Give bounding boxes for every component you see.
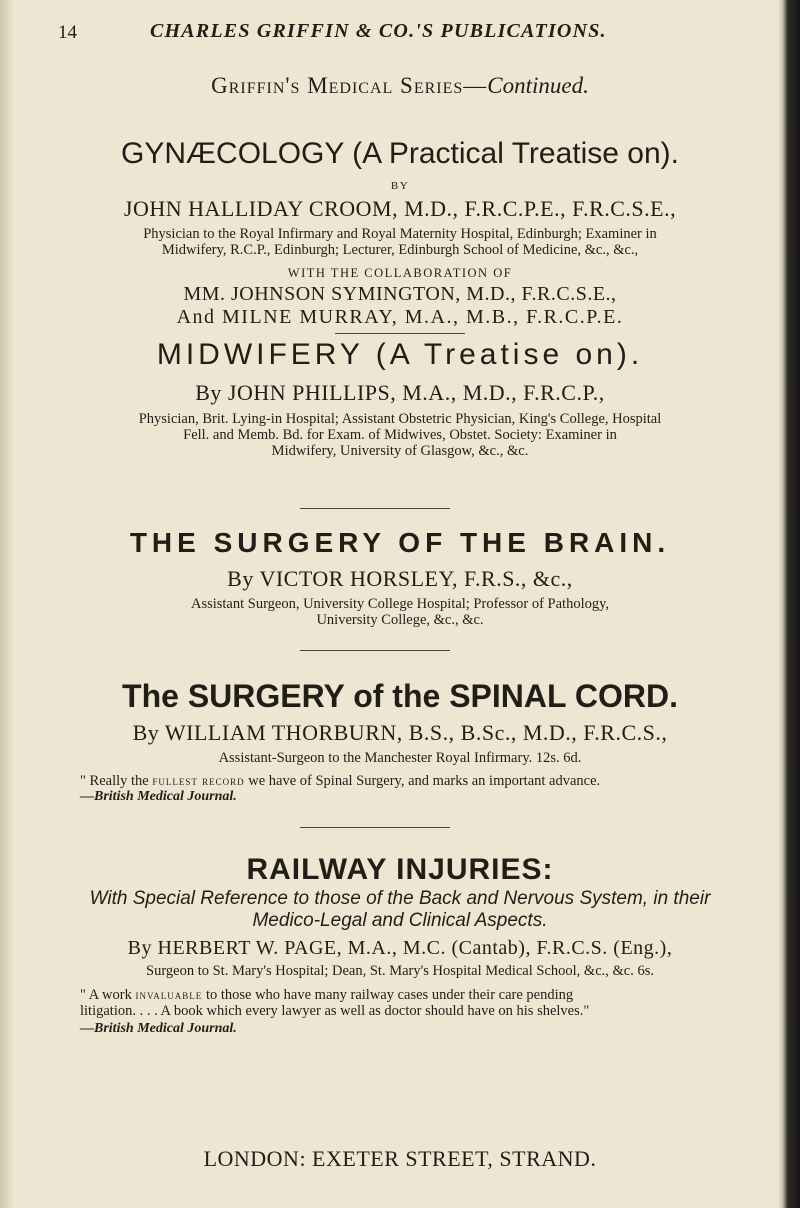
- book-title-brain-surgery: THE SURGERY OF THE BRAIN.: [129, 527, 671, 558]
- quote-text: we have of Spinal Surgery, and marks an important advance.: [248, 773, 601, 789]
- author-desc-line: [50, 963, 750, 979]
- author-desc-line: Physician, Brit. Lying-in Hospital; Assistant Obstetric Physician, King's College, Hospital: [138, 411, 662, 427]
- divider-rule: [335, 333, 465, 334]
- author-thorburn: By WILLIAM THORBURN, B.S., B.Sc., M.D., F.R.C.S.,: [132, 720, 668, 745]
- author-desc-line: University College, &c., &c.: [316, 612, 484, 628]
- book-subtitle-line: With Special Reference to those of the Back and Nervous System, in their: [89, 888, 711, 909]
- author-desc-text: Assistant-Surgeon to the Manchester Royal Infirmary.: [218, 750, 533, 766]
- quote-text: " Really the: [80, 773, 149, 789]
- book-binding-edge: [778, 0, 800, 1208]
- author-page: By HERBERT W. PAGE, M.A., M.C. (Cantab), F.R.C.S. (Eng.),: [127, 937, 673, 959]
- series-continued: Continued.: [487, 73, 589, 98]
- quote-emphasis: fullest record: [152, 773, 245, 788]
- book-subtitle-line: Medico-Legal and Clinical Aspects.: [252, 910, 548, 931]
- page-edge-shadow: [0, 0, 14, 1208]
- quote-source: —British Medical Journal.: [80, 1021, 237, 1036]
- divider-rule: [300, 508, 450, 509]
- book-title-spinal-surgery: The SURGERY of the SPINAL CORD.: [122, 678, 678, 714]
- collaborator-symington: MM. JOHNSON SYMINGTON, M.D., F.R.C.S.E.,: [183, 283, 617, 305]
- author-desc-line: Assistant Surgeon, University College Hospital; Professor of Pathology,: [190, 596, 610, 612]
- author-horsley: By VICTOR HORSLEY, F.R.S., &c.,: [227, 566, 573, 591]
- series-name: Griffin's Medical Series: [211, 73, 464, 98]
- author-desc-line: Fell. and Memb. Bd. for Exam. of Midwives, Obstet. Society: Examiner in: [183, 427, 617, 443]
- author-desc-line: Physician to the Royal Infirmary and Royal Maternity Hospital, Edinburgh; Examiner in: [143, 226, 657, 242]
- price: 12s. 6d.: [535, 750, 582, 766]
- book-title-railway-injuries: RAILWAY INJURIES:: [246, 853, 554, 886]
- quote-emphasis: invaluable: [135, 987, 203, 1002]
- book-title-gynaecology: GYNÆCOLOGY (A Practical Treatise on).: [121, 137, 679, 170]
- quote-source: —British Medical Journal.: [80, 789, 237, 804]
- review-quote: [80, 772, 740, 790]
- review-quote-line: litigation. . . . A book which every lawyer as well as doctor should have on his shelves.": [80, 1003, 590, 1019]
- author-desc-line: [50, 750, 750, 766]
- publisher-footer: LONDON: EXETER STREET, STRAND.: [203, 1146, 597, 1171]
- collaborator-murray: And MILNE MURRAY, M.A., M.B., F.R.C.P.E.: [176, 306, 624, 328]
- page-number: 14: [58, 22, 77, 43]
- by-label: BY: [390, 180, 410, 192]
- author-desc-line: Midwifery, University of Glasgow, &c., &c.: [271, 443, 529, 459]
- price: 6s.: [637, 963, 654, 979]
- quote-text: to those who have many railway cases under their care pending: [205, 987, 574, 1003]
- collaboration-label: WITH THE COLLABORATION OF: [287, 266, 513, 280]
- book-title-midwifery: MIDWIFERY (A Treatise on).: [156, 338, 644, 371]
- running-head: [0, 20, 760, 46]
- author-desc-line: Midwifery, R.C.P., Edinburgh; Lecturer, Edinburgh School of Medicine, &c., &c.,: [161, 242, 639, 258]
- series-dash: —: [463, 73, 488, 98]
- review-quote: [80, 986, 740, 1004]
- series-heading: [50, 73, 750, 99]
- divider-rule: [300, 650, 450, 651]
- running-title: CHARLES GRIFFIN & CO.'S PUBLICATIONS.: [150, 20, 607, 42]
- author-desc-text: Surgeon to St. Mary's Hospital; Dean, St. Mary's Hospital Medical School, &c., &c.: [146, 963, 634, 979]
- divider-rule: [300, 827, 450, 828]
- author-croom: JOHN HALLIDAY CROOM, M.D., F.R.C.P.E., F.R.C.S.E.,: [123, 196, 677, 221]
- quote-text: " A work: [80, 987, 132, 1003]
- author-phillips: By JOHN PHILLIPS, M.A., M.D., F.R.C.P.,: [195, 380, 605, 405]
